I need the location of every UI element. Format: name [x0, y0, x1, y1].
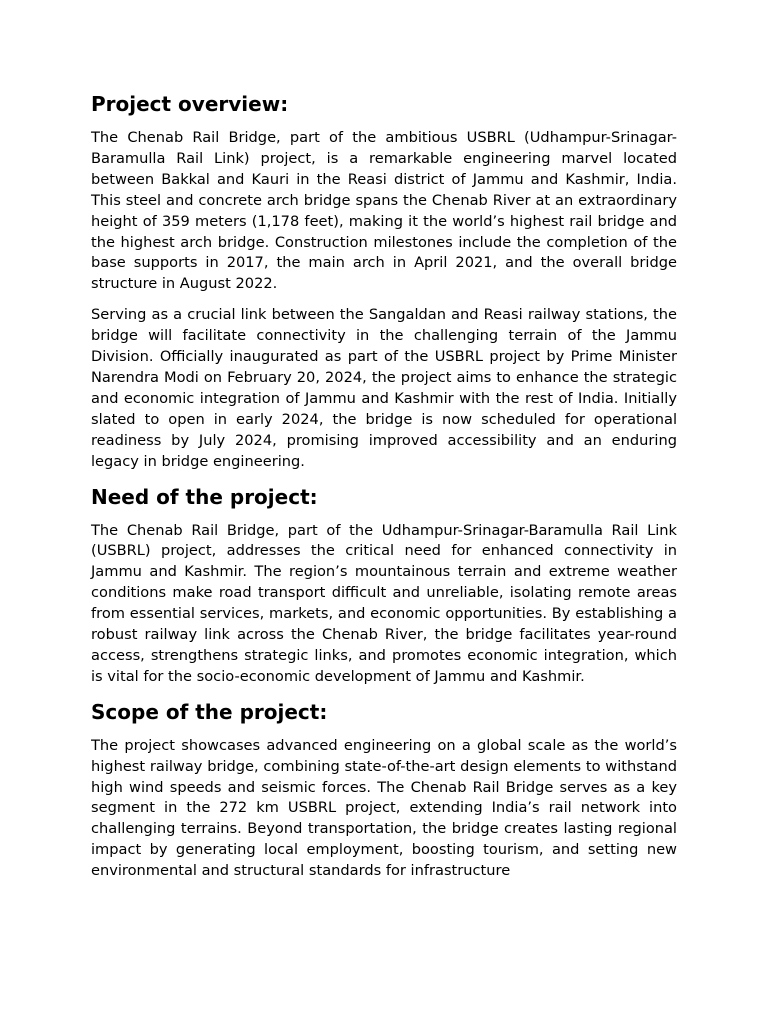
section-heading-project-overview: Project overview: [91, 92, 289, 116]
paragraph-need-of-project-1: The Chenab Rail Bridge, part of the Udhampur-Srinagar-Baramulla Rail Link (USBRL) project, addresses the critical need for enhanced connectivity in Jammu and Kashmir. The region’s mountainous terrain and extreme weather conditions make road transport difficult and unreliable, isolating remote areas from essential services, markets, and economic opportunities. By establishing a robust railway link across the Chenab River, the bridge facilitates year-round access, strengthens strategic links, and promotes economic integration, which is vital for the socio-economic development of Jammu and Kashmir. [91, 521, 677, 685]
section-heading-scope-of-project: Scope of the project: [91, 699, 328, 724]
section-heading-need-of-project: Need of the project: [91, 484, 318, 509]
paragraph-project-overview-1: The Chenab Rail Bridge, part of the ambitious USBRL (Udhampur-Srinagar-Baramulla Rail Link) project, is a remarkable engineering marvel located between Bakkal and Kauri in the Reasi district of Jammu and Kashmir, India. This steel and concrete arch bridge spans the Chenab River at an extraordinary height of 359 meters (1,178 feet), making it the world’s highest rail bridge and the highest arch bridge. Construction milestones include the completion of the base supports in 2017, the main arch in April 2021, and the overall bridge structure in August 2022. [91, 129, 677, 293]
document-page [91, 90, 677, 892]
paragraph-project-overview-2: Serving as a crucial link between the Sangaldan and Reasi railway stations, the bridge will facilitate connectivity in the challenging terrain of the Jammu Division. Officially inaugurated as part of the USBRL project by Prime Minister Narendra Modi on February 20, 2024, the project aims to enhance the strategic and economic integration of Jammu and Kashmir with the rest of India. Initially slated to open in early 2024, the bridge is now scheduled for operational readiness by July 2024, promising improved accessibility and an enduring legacy in bridge engineering. [91, 306, 677, 470]
paragraph-scope-of-project-1: The project showcases advanced engineering on a global scale as the world’s highest railway bridge, combining state-of-the-art design elements to withstand high wind speeds and seismic forces. The Chenab Rail Bridge serves as a key segment in the 272 km USBRL project, extending India’s rail network into challenging terrains. Beyond transportation, the bridge creates lasting regional impact by generating local employment, boosting tourism, and setting new environmental and structural standards for infrastructure [91, 736, 677, 880]
